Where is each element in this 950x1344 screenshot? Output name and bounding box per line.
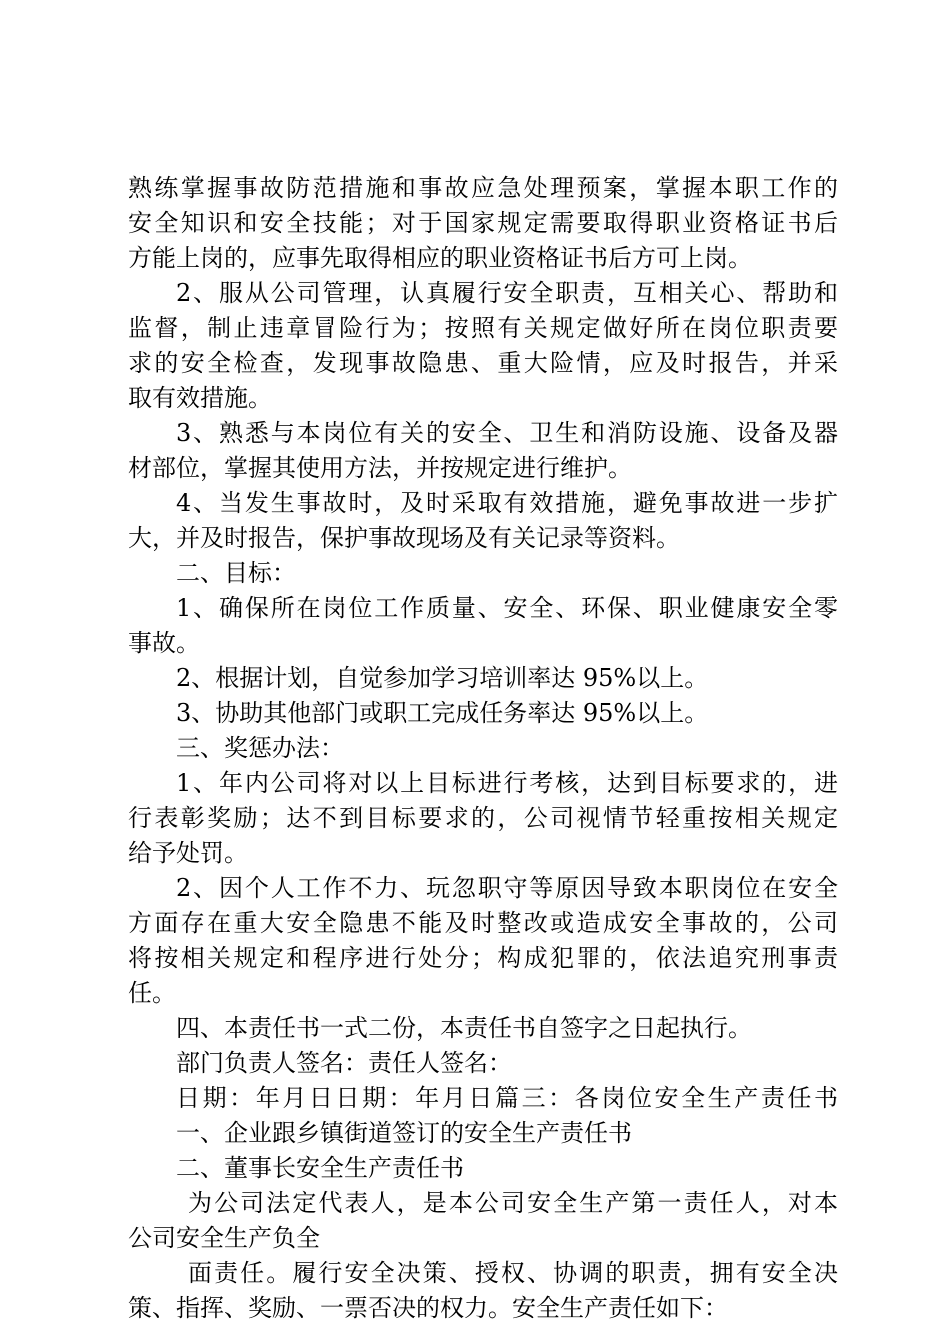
text-line: 面责任。履行安全决策、授权、协调的职责，拥有安全决 bbox=[188, 1259, 838, 1287]
text-line: 3、熟悉与本岗位有关的安全、卫生和消防设施、设备及器 bbox=[176, 419, 838, 447]
text-line: 1、年内公司将对以上目标进行考核，达到目标要求的，进 bbox=[176, 769, 838, 797]
text-line: 1、确保所在岗位工作质量、安全、环保、职业健康安全零 bbox=[176, 594, 838, 622]
document-body bbox=[128, 171, 838, 1326]
text-line: 安全知识和安全技能；对于国家规定需要取得职业资格证书后 bbox=[128, 209, 838, 237]
text-line: 熟练掌握事故防范措施和事故应急处理预案，掌握本职工作的 bbox=[128, 174, 838, 202]
text-line: 2、服从公司管理，认真履行安全职责，互相关心、帮助和 bbox=[176, 279, 838, 307]
text-line: 策、指挥、奖励、一票否决的权力。安全生产责任如下： bbox=[128, 1294, 728, 1322]
text-line: 公司安全生产负全 bbox=[128, 1224, 320, 1252]
signature-line: 部门负责人签名：责任人签名： bbox=[176, 1049, 512, 1077]
text-line: 求的安全检查，发现事故隐患、重大险情，应及时报告，并采 bbox=[128, 349, 838, 377]
section-heading: 三、奖惩办法： bbox=[176, 734, 344, 762]
text-line: 给予处罚。 bbox=[128, 839, 248, 867]
text-line: 材部位，掌握其使用方法，并按规定进行维护。 bbox=[128, 454, 632, 482]
text-line: 取有效措施。 bbox=[128, 384, 272, 412]
section-heading: 二、目标： bbox=[176, 559, 296, 587]
text-line: 2、因个人工作不力、玩忽职守等原因导致本职岗位在安全 bbox=[176, 874, 838, 902]
text-line: 行表彰奖励；达不到目标要求的，公司视情节轻重按相关规定 bbox=[128, 804, 838, 832]
text-line: 大，并及时报告，保护事故现场及有关记录等资料。 bbox=[128, 524, 680, 552]
text-line: 3、协助其他部门或职工完成任务率达 95%以上。 bbox=[176, 699, 709, 727]
text-line: 方面存在重大安全隐患不能及时整改或造成安全事故的，公司 bbox=[128, 909, 838, 937]
text-line: 事故。 bbox=[128, 629, 200, 657]
text-line: 任。 bbox=[128, 979, 176, 1007]
text-line: 将按相关规定和程序进行处分；构成犯罪的，依法追究刑事责 bbox=[128, 944, 838, 972]
text-line: 2、根据计划，自觉参加学习培训率达 95%以上。 bbox=[176, 664, 709, 692]
text-line: 4、当发生事故时，及时采取有效措施，避免事故进一步扩 bbox=[176, 489, 838, 517]
text-line: 为公司法定代表人，是本公司安全生产第一责任人，对本 bbox=[188, 1189, 838, 1217]
date-line: 日期：年月日日期：年月日篇三：各岗位安全生产责任书 bbox=[176, 1084, 838, 1112]
text-line: 四、本责任书一式二份，本责任书自签字之日起执行。 bbox=[176, 1014, 752, 1042]
text-line: 方能上岗的，应事先取得相应的职业资格证书后方可上岗。 bbox=[128, 244, 752, 272]
text-line: 监督，制止违章冒险行为；按照有关规定做好所在岗位职责要 bbox=[128, 314, 838, 342]
section-heading: 二、董事长安全生产责任书 bbox=[176, 1154, 464, 1182]
section-heading: 一、企业跟乡镇街道签订的安全生产责任书 bbox=[176, 1119, 632, 1147]
